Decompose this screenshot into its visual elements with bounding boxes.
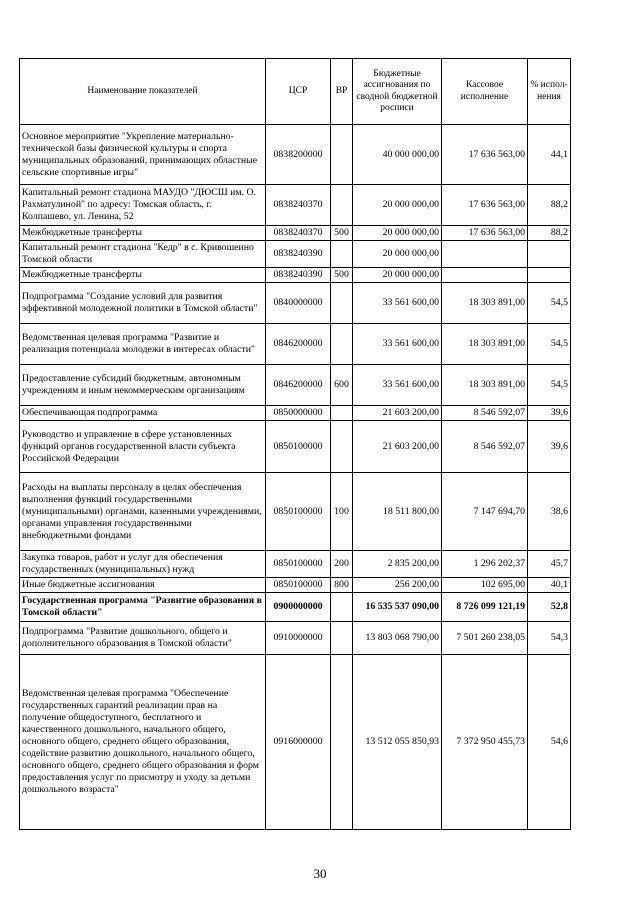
table-row bbox=[20, 655, 571, 830]
row-percent: 39,6 bbox=[528, 406, 571, 421]
row-percent: 54,3 bbox=[528, 622, 571, 655]
row-csr: 0838200000 bbox=[266, 125, 331, 185]
row-budget: 16 535 537 090,00 bbox=[353, 593, 442, 622]
row-budget: 18 511 800,00 bbox=[353, 473, 442, 551]
row-budget: 13 803 068 790,00 bbox=[353, 622, 442, 655]
row-vr: 100 bbox=[331, 473, 353, 551]
row-cash bbox=[442, 241, 528, 268]
row-cash: 18 303 891,00 bbox=[442, 283, 528, 324]
row-name: Межбюджетные трансферты bbox=[20, 268, 266, 283]
row-csr: 0850100000 bbox=[266, 551, 331, 578]
row-vr: 200 bbox=[331, 551, 353, 578]
row-vr bbox=[331, 655, 353, 830]
header-row bbox=[20, 59, 571, 125]
row-vr bbox=[331, 593, 353, 622]
row-vr bbox=[331, 406, 353, 421]
row-csr: 0838240390 bbox=[266, 241, 331, 268]
row-budget: 33 561 600,00 bbox=[353, 283, 442, 324]
row-cash: 18 303 891,00 bbox=[442, 324, 528, 365]
row-budget: 20 000 000,00 bbox=[353, 268, 442, 283]
header-percent: % испол-нения bbox=[528, 59, 571, 125]
row-vr bbox=[331, 622, 353, 655]
row-percent bbox=[528, 268, 571, 283]
row-vr bbox=[331, 283, 353, 324]
table-row bbox=[20, 365, 571, 406]
row-csr: 0840000000 bbox=[266, 283, 331, 324]
header-budget: Бюджетные ассигнования по сводной бюджетной росписи bbox=[353, 59, 442, 125]
row-vr: 600 bbox=[331, 365, 353, 406]
row-budget: 20 000 000,00 bbox=[353, 226, 442, 241]
table-row bbox=[20, 185, 571, 226]
row-name: Подпрограмма "Создание условий для развития эффективной молодежной политики в Томской области" bbox=[20, 283, 266, 324]
row-cash: 8 546 592,07 bbox=[442, 406, 528, 421]
row-name: Основное мероприятие "Укрепление материально-технической базы физической культуры и спорта муниципальных образований, принимающих областные сельские спортивные игры" bbox=[20, 125, 266, 185]
row-percent: 45,7 bbox=[528, 551, 571, 578]
row-csr: 0850100000 bbox=[266, 421, 331, 473]
table-row bbox=[20, 578, 571, 593]
table-row bbox=[20, 593, 571, 622]
row-percent: 88,2 bbox=[528, 226, 571, 241]
row-vr bbox=[331, 125, 353, 185]
row-budget: 2 835 200,00 bbox=[353, 551, 442, 578]
row-csr: 0838240370 bbox=[266, 226, 331, 241]
row-budget: 33 561 600,00 bbox=[353, 324, 442, 365]
row-vr: 500 bbox=[331, 226, 353, 241]
row-budget: 13 512 055 850,93 bbox=[353, 655, 442, 830]
row-percent: 54,5 bbox=[528, 324, 571, 365]
row-csr: 0850100000 bbox=[266, 578, 331, 593]
row-name: Руководство и управление в сфере установленных функций органов государственной власти субъекта Российской Федерации bbox=[20, 421, 266, 473]
row-cash: 7 147 694,70 bbox=[442, 473, 528, 551]
table-row bbox=[20, 406, 571, 421]
row-csr: 0838240370 bbox=[266, 185, 331, 226]
table-row bbox=[20, 241, 571, 268]
row-name: Обеспечивающая подпрограмма bbox=[20, 406, 266, 421]
row-percent: 54,5 bbox=[528, 283, 571, 324]
row-vr bbox=[331, 241, 353, 268]
row-percent: 40,1 bbox=[528, 578, 571, 593]
row-csr: 0846200000 bbox=[266, 365, 331, 406]
row-cash: 17 636 563,00 bbox=[442, 185, 528, 226]
header-csr: ЦСР bbox=[266, 59, 331, 125]
table-row bbox=[20, 551, 571, 578]
row-percent bbox=[528, 241, 571, 268]
table-row bbox=[20, 283, 571, 324]
row-name: Закупка товаров, работ и услуг для обеспечения государственных (муниципальных) нужд bbox=[20, 551, 266, 578]
row-vr bbox=[331, 185, 353, 226]
row-vr: 800 bbox=[331, 578, 353, 593]
row-percent: 39,6 bbox=[528, 421, 571, 473]
row-csr: 0916000000 bbox=[266, 655, 331, 830]
row-cash: 17 636 563,00 bbox=[442, 226, 528, 241]
row-name: Капитальный ремонт стадиона МАУДО "ДЮСШ им. О. Рахматулиной" по адресу: Томская область, г. Колпашево, ул. Ленина, 52 bbox=[20, 185, 266, 226]
row-budget: 21 603 200,00 bbox=[353, 421, 442, 473]
row-percent: 54,6 bbox=[528, 655, 571, 830]
row-cash: 17 636 563,00 bbox=[442, 125, 528, 185]
row-name: Расходы на выплаты персоналу в целях обеспечения выполнения функций государственными (муниципальными) органами, казенными учреждениями, органами управления государственными внебюджетными фондами bbox=[20, 473, 266, 551]
row-percent: 54,5 bbox=[528, 365, 571, 406]
row-name: Государственная программа "Развитие образования в Томской области" bbox=[20, 593, 266, 622]
header-vr: ВР bbox=[331, 59, 353, 125]
row-csr: 0846200000 bbox=[266, 324, 331, 365]
row-name: Капитальный ремонт стадиона "Кедр" в с. Кривошеино Томской области bbox=[20, 241, 266, 268]
table-row bbox=[20, 268, 571, 283]
budget-execution-table bbox=[19, 58, 571, 830]
row-percent: 52,8 bbox=[528, 593, 571, 622]
row-budget: 21 603 200,00 bbox=[353, 406, 442, 421]
header-cash: Кассовое исполнение bbox=[442, 59, 528, 125]
row-budget: 20 000 000,00 bbox=[353, 241, 442, 268]
row-name: Предоставление субсидий бюджетным, автономным учреждениям и иным некоммерческим организациям bbox=[20, 365, 266, 406]
page-number: 30 bbox=[313, 866, 327, 881]
row-cash: 7 372 950 455,73 bbox=[442, 655, 528, 830]
row-percent: 44,1 bbox=[528, 125, 571, 185]
row-cash: 7 501 260 238,05 bbox=[442, 622, 528, 655]
table-row bbox=[20, 622, 571, 655]
row-vr bbox=[331, 421, 353, 473]
table-row bbox=[20, 324, 571, 365]
row-csr: 0910000000 bbox=[266, 622, 331, 655]
table-row bbox=[20, 421, 571, 473]
row-csr: 0850000000 bbox=[266, 406, 331, 421]
header-name: Наименование показателей bbox=[20, 59, 266, 125]
row-name: Ведомственная целевая программа "Обеспечение государственных гарантий реализации прав на получение общедоступного, бесплатного и качественного дошкольного, начального общего, основного общего, среднего общего образования, содействие развитию дошкольного, начального общего, основного общего, среднего общего образования и форм предоставления услуг по присмотру и уходу за детьми дошкольного возраста" bbox=[20, 655, 266, 830]
table-row bbox=[20, 226, 571, 241]
table-row bbox=[20, 473, 571, 551]
row-cash: 18 303 891,00 bbox=[442, 365, 528, 406]
row-budget: 33 561 600,00 bbox=[353, 365, 442, 406]
row-name: Иные бюджетные ассигнования bbox=[20, 578, 266, 593]
row-budget: 256 200,00 bbox=[353, 578, 442, 593]
row-vr bbox=[331, 324, 353, 365]
table-row bbox=[20, 125, 571, 185]
row-budget: 20 000 000,00 bbox=[353, 185, 442, 226]
row-csr: 0838240390 bbox=[266, 268, 331, 283]
row-cash: 8 726 099 121,19 bbox=[442, 593, 528, 622]
row-budget: 40 000 000,00 bbox=[353, 125, 442, 185]
row-name: Межбюджетные трансферты bbox=[20, 226, 266, 241]
row-cash bbox=[442, 268, 528, 283]
row-name: Подпрограмма "Развитие дошкольного, общего и дополнительного образования в Томской области" bbox=[20, 622, 266, 655]
row-name: Ведомственная целевая программа "Развитие и реализация потенциала молодежи в интересах области" bbox=[20, 324, 266, 365]
row-percent: 88,2 bbox=[528, 185, 571, 226]
row-cash: 8 546 592,07 bbox=[442, 421, 528, 473]
row-percent: 38,6 bbox=[528, 473, 571, 551]
row-cash: 102 695,00 bbox=[442, 578, 528, 593]
row-csr: 0900000000 bbox=[266, 593, 331, 622]
row-csr: 0850100000 bbox=[266, 473, 331, 551]
row-cash: 1 296 202,37 bbox=[442, 551, 528, 578]
row-vr: 500 bbox=[331, 268, 353, 283]
